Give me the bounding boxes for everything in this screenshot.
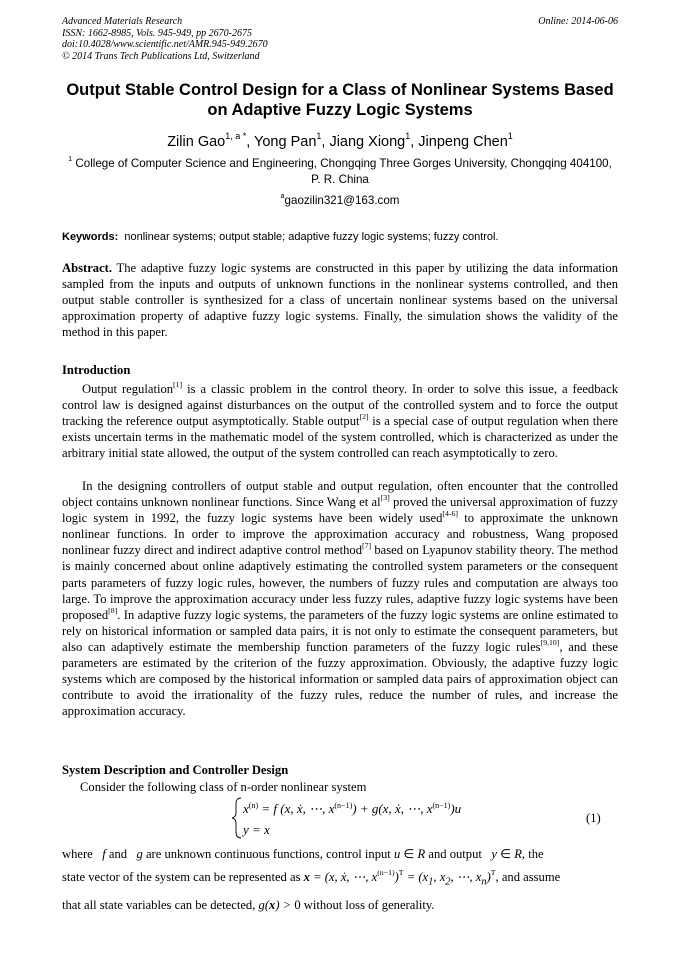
email-superscript: a [280,191,285,201]
math-symbol: R [417,847,426,861]
where-paragraph [62,843,618,917]
citation: [4-6] [442,509,458,519]
author-superscript: 1 [316,131,322,142]
text-run: is a classic problem in the control theory. In order to solve this issue, a feedback control law is designed against disturbances on the output of the controlled system and to force the output tracking the reference output asymptotically. Stable output [62,382,618,429]
author-list: Zilin Gao$^{1, a *}$, Yong Pan$^1$, Jiang Xiong$^1$, Jinpeng Chen$^1$ [167,131,513,150]
equation-1 [232,796,492,840]
text-run: state vector of the system can be represented as [62,870,304,884]
text-run: are unknown continuous functions, control input [142,847,394,861]
doi-line: doi:10.4028/www.scientific.net/AMR.945-949.2670 [62,39,268,50]
intro-paragraph-1 [62,381,618,461]
text-run: , and these parameters are estimated by the criterion of the fuzzy approximation. Obviously, the adaptive fuzzy logic systems which are composed by the historical information or sampled data pairs of approximation object can contribute to avoid the irrationality of the fuzzy rules, reduce the number of rules, and increase the approximation accuracy. [62,639,618,719]
where-line-3 [62,894,618,917]
copyright-line: © 2014 Trans Tech Publications Ltd, Switzerland [62,50,260,62]
math-symbol: g [136,847,143,861]
author-name: Jinpeng Chen [418,134,508,150]
equation-line-1: $x^{(n)} = f$ (x, ẋ, ⋯, $x^{(n-1)}) + g(x$, ẋ, ⋯, $x^{(n-1)})u$ [243,801,462,816]
citation: [8] [108,605,118,615]
online-date: Online: 2014-06-06 [538,16,618,27]
text-run: and [105,847,131,861]
keywords-text: nonlinear systems; output stable; adaptive fuzzy logic systems; fuzzy control. [124,231,499,243]
text-run: and output [425,847,486,861]
author-superscript: 1 [507,131,513,142]
affiliation-superscript: 1 [68,154,73,164]
text-run: is a special case of output regulation when there exists uncertain terms in the mathematic model of the system controlled, which is characterized as under the arbitrary initial state allowed, the output of the system controlled can reach asymptotically to zero. [62,414,618,461]
issn-line: ISSN: 1662-8985, Vols. 945-949, pp 2670-2675 [62,27,252,39]
math-symbol: ∈ [496,847,515,861]
math-symbol: f [102,847,106,861]
text-run: that all state variables can be detected, [62,897,259,912]
abstract-text: The adaptive fuzzy logic systems are constructed in this paper by utilizing the data information sampled from the inputs and outputs of unknown functions in the nonlinear systems controlled, and then output stable controller is synthesized for a class of uncertain nonlinear systems based on the universal approximation property of adaptive fuzzy logic systems. Finally, the simulation shows the validity of the method in this paper. [62,261,619,340]
where-line-2 [62,866,618,894]
affiliation-text: College of Computer Science and Engineering, Chongqing Three Gorges University, Chongqing 404100, P. R. China [75,157,612,186]
keywords-label: Keywords: [62,231,119,243]
citation: [1] [173,380,183,390]
citation: [9,10] [540,637,560,647]
affiliation [62,156,618,187]
author-superscript: 1 [405,131,411,142]
state-vector-formula: x = (x, ẋ, ⋯, $x^{(n-1)})^T = (x_1$, $x_2$, ⋯, $x_n)^T$ [303,868,496,888]
author-email [62,191,618,208]
equation-line-2: y = x [243,822,270,837]
text-run: proved the universal approximation of fuzzy logic system in 1992, the fuzzy logic systems have been widely used [62,495,618,526]
author-name: Zilin Gao [167,134,226,150]
math-symbol: y [491,847,497,861]
text-run: based on Lyapunov stability theory. The method is mainly concerned about online adaptively estimating the controlled system parameters or the consequent parts parameters of fuzzy logic rules, however, the numbers of fuzzy rules and computation are always too large. To improve the approximation accuracy under less fuzzy rules, adaptive fuzzy logic systems have been proposed [62,543,618,622]
consider-sentence: Consider the following class of n-order nonlinear system [80,780,367,794]
email-address: gaozilin321@163.com [284,194,400,207]
citation: [7] [362,541,372,551]
author-superscript: 1, a * [225,131,247,142]
math-symbol: u [393,847,401,861]
text-run: . In adaptive fuzzy logic systems, the parameters of the fuzzy logic systems are online estimated to rely on historical information or sampled data pairs, it is not only to estimate the consequent parameters, but also can adaptively estimate the membership function parameters of the fuzzy logic rules [62,607,618,654]
text-run: Output regulation [82,382,174,396]
equation-number: (1) [586,811,601,825]
text-run: to approximate the unknown nonlinear functions. In order to improve the approximation accuracy and robustness, Wang proposed nonlinear fuzzy direct and indirect adaptive control method [62,511,618,558]
where-line-1 [62,843,618,866]
author-name: Yong Pan [254,134,317,150]
text-run: , and assume [495,870,561,884]
math-symbol: R [514,847,522,861]
paper-title: Output Stable Control Design for a Class of Nonlinear Systems Based on Adaptive Fuzzy Logic Systems [66,81,614,119]
math-symbol: ∈ [400,847,418,861]
left-brace [232,798,241,838]
abstract-label: Abstract. [62,261,113,275]
system-heading: System Description and Controller Design [62,763,289,777]
text-run: In the designing controllers of output stable and output regulation, often encounter that the controlled object contains unknown nonlinear functions. Since Wang et al [62,479,618,510]
text-run: where [62,847,96,861]
abstract [62,260,618,340]
author-name: Jiang Xiong [329,134,406,150]
introduction-heading: Introduction [62,363,131,377]
intro-paragraph-2 [62,478,618,719]
positivity-formula: g(x) > 0 [258,897,301,912]
citation: [2] [359,412,369,422]
citation: [3] [380,493,390,503]
text-run: , the [521,847,544,861]
keywords [62,231,618,244]
journal-header [62,16,618,62]
journal-name: Advanced Materials Research [62,16,183,27]
text-run: without loss of generality. [300,897,435,912]
